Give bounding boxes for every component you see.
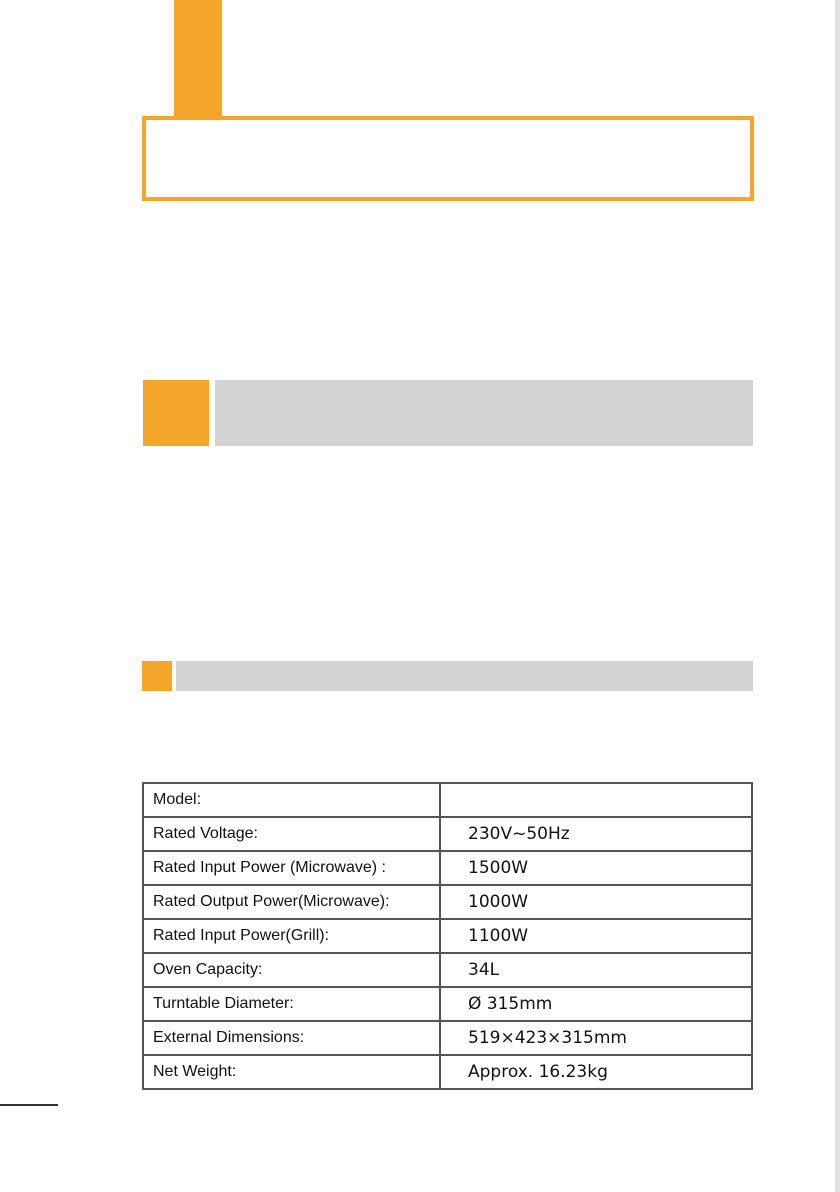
spec-value-oven-capacity: 34L	[440, 953, 752, 987]
spec-value-turntable-diameter: Ø 315mm	[440, 987, 752, 1021]
table-row	[143, 919, 752, 953]
table-row	[143, 987, 752, 1021]
spec-label-input-power-microwave: Rated Input Power (Microwave) :	[143, 851, 440, 885]
header-tab-decoration	[174, 0, 222, 117]
footer-rule	[0, 1104, 58, 1106]
spec-value-input-power-grill: 1100W	[440, 919, 752, 953]
table-row	[143, 885, 752, 919]
spec-value-rated-voltage: 230V~50Hz	[440, 817, 752, 851]
table-row	[143, 851, 752, 885]
spec-value-net-weight: Approx. 16.23kg	[440, 1055, 752, 1089]
subsection-marker-square	[142, 661, 172, 691]
table-row	[143, 1021, 752, 1055]
header-title-box	[142, 116, 754, 201]
section-heading-bar	[215, 380, 753, 446]
spec-value-output-power-microwave: 1000W	[440, 885, 752, 919]
spec-label-output-power-microwave: Rated Output Power(Microwave):	[143, 885, 440, 919]
spec-label-input-power-grill: Rated Input Power(Grill):	[143, 919, 440, 953]
spec-label-external-dimensions: External Dimensions:	[143, 1021, 440, 1055]
table-row	[143, 783, 752, 817]
spec-value-input-power-microwave: 1500W	[440, 851, 752, 885]
table-row	[143, 1055, 752, 1089]
table-row	[143, 817, 752, 851]
spec-label-net-weight: Net Weight:	[143, 1055, 440, 1089]
page-edge-shadow	[835, 0, 840, 1192]
spec-label-rated-voltage: Rated Voltage:	[143, 817, 440, 851]
specifications-table	[142, 782, 753, 1090]
spec-label-model: Model:	[143, 783, 440, 817]
spec-label-turntable-diameter: Turntable Diameter:	[143, 987, 440, 1021]
subsection-heading-bar	[176, 661, 753, 691]
spec-value-model	[440, 783, 752, 817]
spec-value-external-dimensions: 519×423×315mm	[440, 1021, 752, 1055]
section-marker-square	[143, 380, 209, 446]
spec-label-oven-capacity: Oven Capacity:	[143, 953, 440, 987]
table-row	[143, 953, 752, 987]
